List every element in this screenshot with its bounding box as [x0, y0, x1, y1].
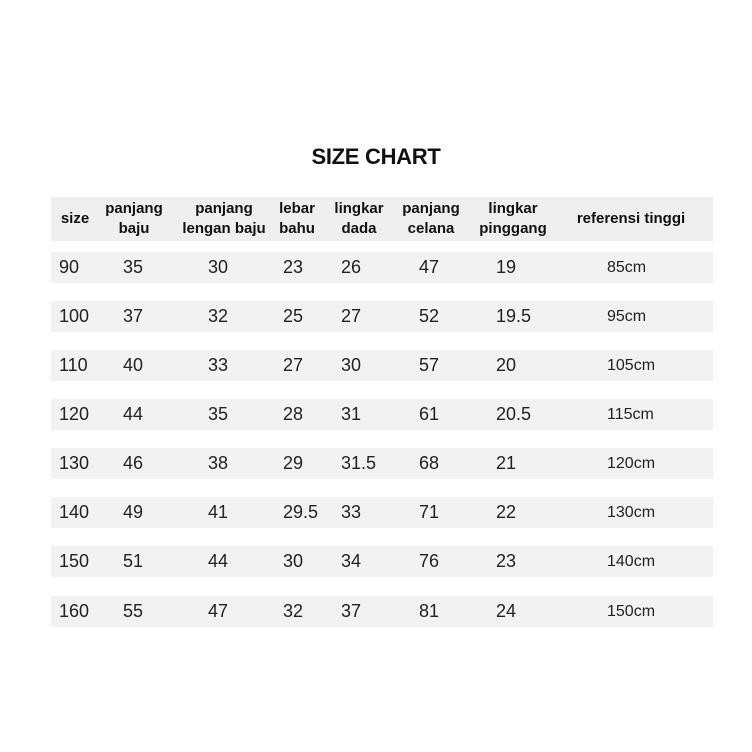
- table-row: [51, 301, 713, 332]
- cell-lebar-bahu: 27: [283, 355, 304, 375]
- cell-panjang-lengan-baju: 47: [208, 601, 229, 621]
- cell-referensi-tinggi: 140cm: [607, 552, 656, 570]
- header-lebar-bahu: lebar bahu: [279, 200, 315, 237]
- cell-referensi-tinggi: 95cm: [607, 307, 647, 325]
- cell-lebar-bahu: 25: [283, 306, 304, 326]
- cell-lingkar-dada: 31.5: [341, 453, 377, 473]
- cell-lebar-bahu: 32: [283, 601, 304, 621]
- cell-lingkar-pinggang: 22: [496, 502, 517, 522]
- cell-panjang-lengan-baju: 35: [208, 404, 229, 424]
- cell-referensi-tinggi: 105cm: [607, 356, 656, 374]
- cell-panjang-celana: 76: [419, 551, 440, 571]
- cell-size: 100: [59, 306, 90, 326]
- cell-panjang-celana: 61: [419, 404, 440, 424]
- table-header-row: [51, 197, 713, 241]
- cell-referensi-tinggi: 120cm: [607, 454, 656, 472]
- cell-panjang-celana: 57: [419, 355, 440, 375]
- header-panjang-lengan-baju: panjang lengan baju: [182, 200, 266, 237]
- cell-panjang-lengan-baju: 41: [208, 502, 229, 522]
- header-size: size: [60, 210, 90, 227]
- cell-referensi-tinggi: 130cm: [607, 503, 656, 521]
- cell-lingkar-pinggang: 21: [496, 453, 517, 473]
- cell-lingkar-pinggang: 19.5: [496, 306, 532, 326]
- cell-panjang-baju: 37: [123, 306, 144, 326]
- cell-lingkar-pinggang: 20: [496, 355, 517, 375]
- cell-panjang-baju: 40: [123, 355, 144, 375]
- cell-size: 160: [59, 601, 90, 621]
- cell-panjang-lengan-baju: 30: [208, 257, 229, 277]
- header-lingkar-pinggang: lingkar pinggang: [479, 200, 547, 237]
- cell-lebar-bahu: 30: [283, 551, 304, 571]
- header-panjang-baju: panjang baju: [105, 200, 163, 237]
- header-panjang-celana: panjang celana: [402, 200, 460, 237]
- table-row: [51, 448, 713, 479]
- table-row: [51, 252, 713, 283]
- cell-panjang-celana: 52: [419, 306, 440, 326]
- cell-panjang-lengan-baju: 32: [208, 306, 229, 326]
- cell-panjang-celana: 71: [419, 502, 440, 522]
- cell-panjang-baju: 51: [123, 551, 144, 571]
- cell-lingkar-dada: 37: [341, 601, 362, 621]
- header-referensi-tinggi: referensi tinggi: [576, 210, 686, 227]
- cell-size: 150: [59, 551, 90, 571]
- cell-panjang-baju: 44: [123, 404, 144, 424]
- cell-panjang-celana: 81: [419, 601, 440, 621]
- cell-size: 130: [59, 453, 90, 473]
- cell-lebar-bahu: 28: [283, 404, 304, 424]
- cell-panjang-celana: 47: [419, 257, 440, 277]
- table-row: [51, 399, 713, 430]
- cell-lingkar-dada: 30: [341, 355, 362, 375]
- cell-panjang-baju: 35: [123, 257, 144, 277]
- cell-panjang-baju: 49: [123, 502, 144, 522]
- cell-lingkar-pinggang: 23: [496, 551, 517, 571]
- page-title: SIZE CHART: [311, 144, 441, 169]
- cell-size: 140: [59, 502, 90, 522]
- cell-referensi-tinggi: 150cm: [607, 602, 656, 620]
- cell-panjang-baju: 46: [123, 453, 144, 473]
- cell-lingkar-pinggang: 20.5: [496, 404, 532, 424]
- cell-lingkar-pinggang: 24: [496, 601, 517, 621]
- cell-size: 90: [59, 257, 80, 277]
- cell-lingkar-dada: 27: [341, 306, 362, 326]
- cell-lebar-bahu: 23: [283, 257, 304, 277]
- cell-lebar-bahu: 29.5: [283, 502, 319, 522]
- cell-lingkar-dada: 26: [341, 257, 362, 277]
- cell-lingkar-pinggang: 19: [496, 257, 517, 277]
- table-row: [51, 350, 713, 381]
- cell-size: 120: [59, 404, 90, 424]
- cell-lebar-bahu: 29: [283, 453, 304, 473]
- cell-referensi-tinggi: 115cm: [607, 405, 654, 423]
- cell-lingkar-dada: 31: [341, 404, 362, 424]
- cell-lingkar-dada: 33: [341, 502, 362, 522]
- cell-panjang-celana: 68: [419, 453, 440, 473]
- table-row: [51, 497, 713, 528]
- cell-size: 110: [59, 355, 88, 375]
- table-row: [51, 546, 713, 577]
- cell-referensi-tinggi: 85cm: [607, 258, 647, 276]
- header-lingkar-dada: lingkar dada: [334, 200, 384, 237]
- cell-panjang-baju: 55: [123, 601, 144, 621]
- cell-panjang-lengan-baju: 38: [208, 453, 229, 473]
- cell-panjang-lengan-baju: 44: [208, 551, 229, 571]
- cell-lingkar-dada: 34: [341, 551, 362, 571]
- table-row: [51, 596, 713, 627]
- cell-panjang-lengan-baju: 33: [208, 355, 229, 375]
